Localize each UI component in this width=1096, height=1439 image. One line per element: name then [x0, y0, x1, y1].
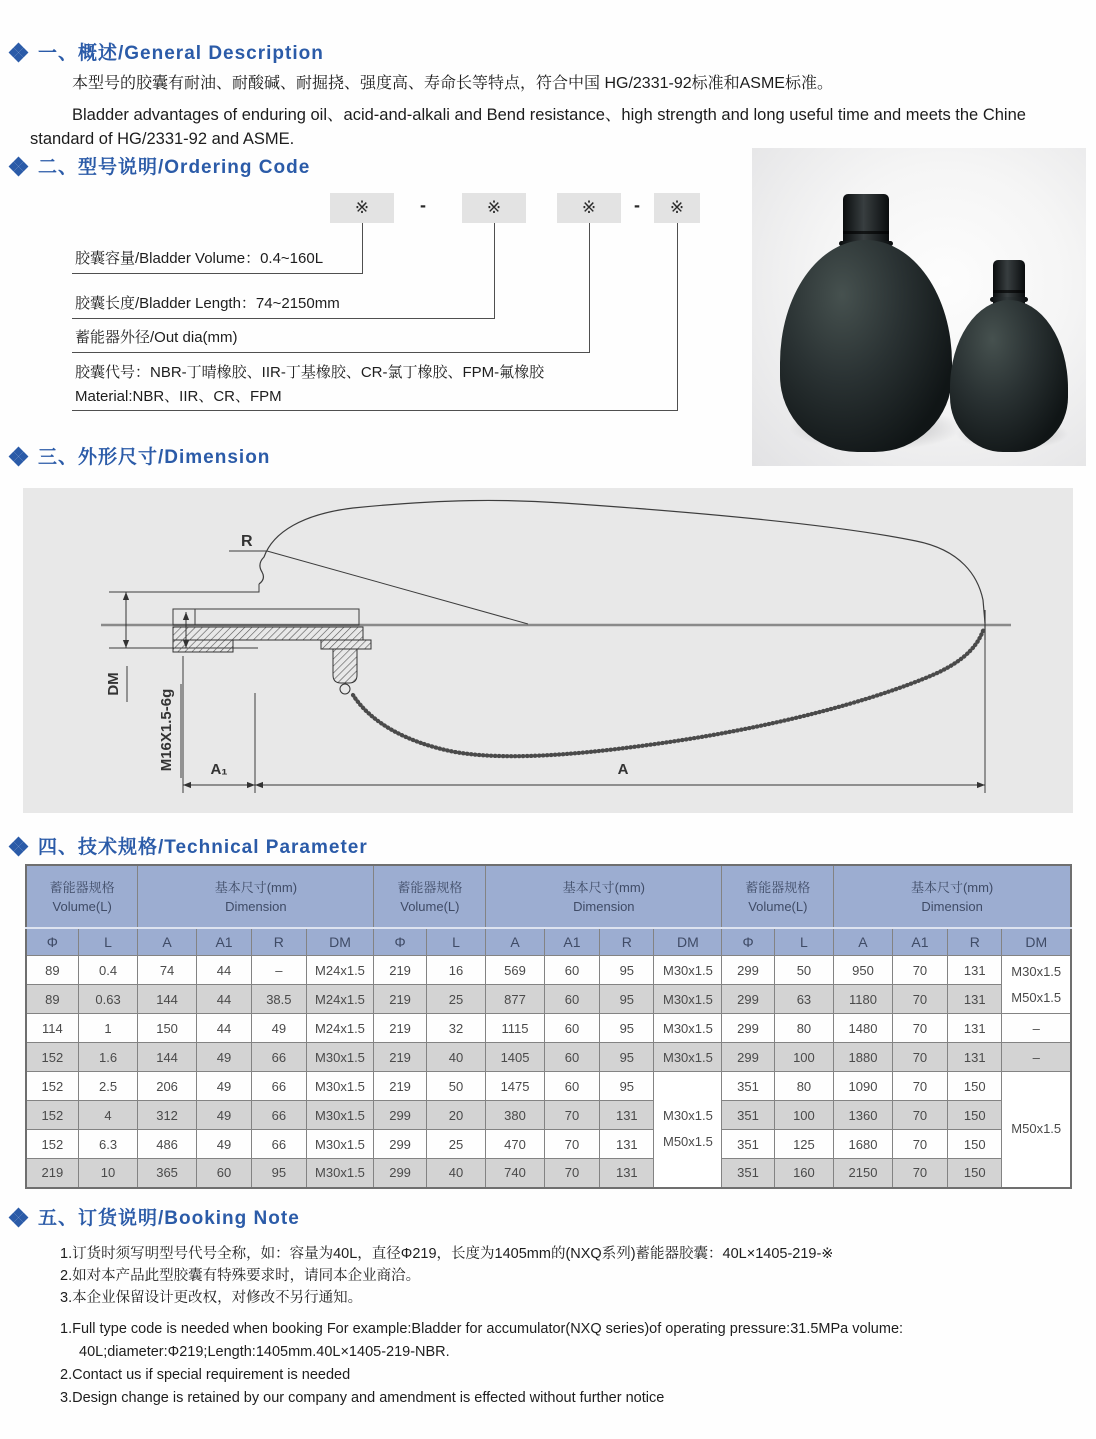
table-cell: M30x1.5	[654, 985, 722, 1014]
table-cell: 1880	[834, 1043, 893, 1072]
table-cell: 160	[774, 1159, 834, 1188]
table-cell: 100	[774, 1043, 834, 1072]
bladder-small	[950, 260, 1068, 452]
table-cell: 125	[774, 1130, 834, 1159]
bladder-body	[950, 300, 1068, 452]
col-r: R	[252, 928, 306, 956]
table-cell: 131	[600, 1130, 654, 1159]
table-cell: 299	[374, 1101, 426, 1130]
table-cell: 0.4	[78, 956, 138, 985]
table-cell: 63	[774, 985, 834, 1014]
table-cell: 219	[374, 985, 426, 1014]
table-cell: 49	[196, 1072, 251, 1101]
table-cell: 152	[26, 1043, 78, 1072]
leader-line	[267, 551, 528, 624]
table-cell: 2150	[834, 1159, 893, 1188]
table-cell: 219	[26, 1159, 78, 1188]
col-phi: Φ	[374, 928, 426, 956]
ordering-label-outdia: 蓄能器外径/Out dia(mm)	[75, 329, 238, 346]
header-dimension: 基本尺寸(mm) Dimension	[486, 865, 722, 928]
connector-line	[362, 223, 363, 273]
table-cell: 351	[722, 1072, 774, 1101]
table-cell: 25	[426, 1130, 486, 1159]
col-a1: A1	[544, 928, 599, 956]
section-parameters-title: 四、技术规格/Technical Parameter	[38, 837, 368, 858]
bladder-large	[780, 194, 952, 452]
table-subheader-row	[26, 928, 1071, 956]
table-cell: 150	[948, 1130, 1002, 1159]
col-a1: A1	[196, 928, 251, 956]
table-cell: 10	[78, 1159, 138, 1188]
label-thread: M16X1.5-6g	[158, 688, 175, 772]
table-cell: 60	[544, 956, 599, 985]
table-cell: 150	[948, 1072, 1002, 1101]
table-cell: 1680	[834, 1130, 893, 1159]
table-cell: 89	[26, 956, 78, 985]
table-cell: –	[1002, 1043, 1071, 1072]
table-cell: 100	[774, 1101, 834, 1130]
table-cell: 70	[892, 985, 947, 1014]
header-volume: 蓄能器规格 Volume(L)	[722, 865, 834, 928]
table-cell: 44	[196, 1014, 251, 1043]
table-cell: M30x1.5 M50x1.5	[654, 1072, 722, 1188]
header-dimension: 基本尺寸(mm) Dimension	[834, 865, 1071, 928]
header-volume: 蓄能器规格 Volume(L)	[26, 865, 138, 928]
table-row	[26, 1043, 1071, 1072]
table-cell: –	[1002, 1014, 1071, 1043]
table-cell: 95	[600, 1014, 654, 1043]
table-cell: M30x1.5	[306, 1130, 374, 1159]
table-cell: 66	[252, 1130, 306, 1159]
section-general-header	[10, 38, 324, 65]
table-cell: 150	[138, 1014, 197, 1043]
booking-note: 3.Design change is retained by our company and amendment is effected without further notice	[60, 1390, 665, 1406]
product-photo	[752, 148, 1086, 466]
table-cell: 49	[196, 1101, 251, 1130]
booking-note: 2.如对本产品此型胶囊有特殊要求时，请同本企业商洽。	[60, 1268, 421, 1284]
table-cell: 299	[722, 985, 774, 1014]
table-cell: 131	[948, 1014, 1002, 1043]
diamond-bullet-icon	[10, 448, 28, 466]
poppet-stem-section	[333, 649, 357, 683]
extension-line	[109, 584, 259, 592]
table-cell: 131	[948, 1043, 1002, 1072]
col-phi: Φ	[26, 928, 78, 956]
valve-stem-section	[173, 627, 363, 640]
section-general-title: 一、概述/General Description	[38, 43, 324, 64]
label-a: A	[617, 761, 629, 778]
table-cell: 152	[26, 1101, 78, 1130]
table-cell: 312	[138, 1101, 197, 1130]
table-cell: 74	[138, 956, 197, 985]
col-l: L	[78, 928, 138, 956]
bladder-body	[780, 240, 952, 452]
table-cell: 50	[774, 956, 834, 985]
ordering-code-diagram	[0, 185, 760, 457]
table-cell: 1180	[834, 985, 893, 1014]
table-cell: 144	[138, 1043, 197, 1072]
table-cell: 60	[544, 985, 599, 1014]
table-cell: 219	[374, 1043, 426, 1072]
table-cell: 89	[26, 985, 78, 1014]
poppet-flange-section	[321, 640, 371, 649]
table-cell: 32	[426, 1014, 486, 1043]
table-cell: 40	[426, 1159, 486, 1188]
table-cell: 38.5	[252, 985, 306, 1014]
table-cell: 351	[722, 1130, 774, 1159]
table-cell: 299	[722, 1014, 774, 1043]
col-dm: DM	[306, 928, 374, 956]
table-cell: 299	[722, 1043, 774, 1072]
table-cell: 95	[600, 1043, 654, 1072]
section-parameters-header	[10, 832, 368, 859]
table-cell: 70	[892, 1014, 947, 1043]
table-cell: 219	[374, 956, 426, 985]
ordering-code-dash: -	[634, 195, 640, 215]
table-cell: 70	[544, 1159, 599, 1188]
table-cell: 20	[426, 1101, 486, 1130]
table-cell: 152	[26, 1072, 78, 1101]
table-cell: M24x1.5	[306, 956, 374, 985]
table-row	[26, 1072, 1071, 1101]
table-cell: 219	[374, 1072, 426, 1101]
table-cell: 95	[252, 1159, 306, 1188]
ordering-code-box-diameter: ※	[557, 193, 621, 223]
diamond-bullet-icon	[10, 838, 28, 856]
connector-line	[589, 223, 590, 352]
table-cell: 70	[892, 1101, 947, 1130]
section-booking-header	[10, 1203, 300, 1230]
col-dm: DM	[1002, 928, 1071, 956]
technical-parameter-table	[25, 864, 1072, 1189]
ordering-code-dash: -	[420, 195, 426, 215]
parameter-table-body	[26, 956, 1071, 1188]
table-row	[26, 1159, 1071, 1188]
table-cell: M30x1.5	[654, 1014, 722, 1043]
ordering-code-box-material: ※	[654, 193, 700, 223]
table-cell: 351	[722, 1101, 774, 1130]
connector-line	[677, 223, 678, 410]
table-row	[26, 1101, 1071, 1130]
table-cell: 219	[374, 1014, 426, 1043]
table-cell: 1090	[834, 1072, 893, 1101]
table-cell: 95	[600, 1072, 654, 1101]
label-underline	[72, 318, 495, 319]
table-cell: 1475	[486, 1072, 545, 1101]
table-cell: 152	[26, 1130, 78, 1159]
table-cell: M24x1.5	[306, 1014, 374, 1043]
bladder-outline	[259, 500, 985, 623]
table-cell: 486	[138, 1130, 197, 1159]
table-cell: 95	[600, 956, 654, 985]
ordering-label-length: 胶囊长度/Bladder Length：74~2150mm	[75, 295, 340, 312]
ordering-label-material-cn: 胶囊代号：NBR-丁晴橡胶、IIR-丁基橡胶、CR-氯丁橡胶、FPM-氟橡胶	[75, 364, 545, 381]
table-cell: 16	[426, 956, 486, 985]
table-cell: 25	[426, 985, 486, 1014]
diamond-bullet-icon	[10, 1209, 28, 1227]
diamond-bullet-icon	[10, 158, 28, 176]
section-ordering-header	[10, 152, 310, 179]
dimension-drawing	[23, 488, 1073, 813]
booking-notes-en	[60, 1318, 1075, 1410]
table-cell: M30x1.5	[306, 1101, 374, 1130]
table-row	[26, 956, 1071, 985]
table-cell: 0.63	[78, 985, 138, 1014]
table-cell: –	[252, 956, 306, 985]
table-cell: 365	[138, 1159, 197, 1188]
table-cell: 49	[196, 1043, 251, 1072]
table-cell: M30x1.5	[654, 956, 722, 985]
table-cell: 66	[252, 1043, 306, 1072]
table-cell: 80	[774, 1072, 834, 1101]
general-description-en: Bladder advantages of enduring oil、acid-and-alkali and Bend resistance、high strength and long useful time and meets the Chine standard of HG/2331-92 and ASME.	[30, 106, 1026, 148]
booking-note: 1.订货时须写明型号代号全称，如：容量为40L，直径Φ219，长度为1405mm的(NXQ系列)蓄能器胶囊：40L×1405-219-※	[60, 1246, 834, 1262]
table-cell: 44	[196, 985, 251, 1014]
table-cell: 70	[544, 1130, 599, 1159]
table-cell: 299	[374, 1130, 426, 1159]
table-row	[26, 1014, 1071, 1043]
ordering-label-material-en: Material:NBR、IIR、CR、FPM	[75, 388, 282, 405]
table-cell: 44	[196, 956, 251, 985]
table-cell: 569	[486, 956, 545, 985]
label-dm: DM	[105, 672, 122, 696]
table-cell: M24x1.5	[306, 985, 374, 1014]
valve-thread-section	[173, 640, 233, 652]
table-cell: M50x1.5	[1002, 1072, 1071, 1188]
table-cell: 66	[252, 1101, 306, 1130]
table-group-header-row	[26, 865, 1071, 928]
booking-note: 3.本企业保留设计更改权，对修改不另行通知。	[60, 1290, 363, 1306]
label-underline	[72, 410, 678, 411]
ordering-code-box-length: ※	[462, 193, 526, 223]
table-cell: 206	[138, 1072, 197, 1101]
table-cell: 6.3	[78, 1130, 138, 1159]
table-cell: 70	[892, 956, 947, 985]
col-l: L	[774, 928, 834, 956]
table-cell: 70	[892, 1043, 947, 1072]
table-cell: M30x1.5	[306, 1072, 374, 1101]
col-l: L	[426, 928, 486, 956]
table-cell: 49	[196, 1130, 251, 1159]
table-cell: 131	[600, 1101, 654, 1130]
table-cell: 80	[774, 1014, 834, 1043]
col-a: A	[138, 928, 197, 956]
table-cell: M30x1.5	[654, 1043, 722, 1072]
bladder-wall-curve	[353, 628, 984, 756]
table-cell: 49	[252, 1014, 306, 1043]
table-cell: 299	[374, 1159, 426, 1188]
booking-note: 1.Full type code is needed when booking For example:Bladder for accumulator(NXQ series)of operating pressure:31.5MPa volume: 40L;diameter:Φ219;Length:1405mm.40L×1405-219-NBR.	[60, 1321, 904, 1360]
col-a: A	[486, 928, 545, 956]
ordering-code-box-volume: ※	[330, 193, 394, 223]
section-dimension-title: 三、外形尺寸/Dimension	[38, 447, 271, 468]
label-a1: A₁	[210, 761, 228, 778]
booking-note: 2.Contact us if special requirement is needed	[60, 1367, 351, 1383]
section-dimension-header	[10, 442, 270, 469]
table-cell: 95	[600, 985, 654, 1014]
header-volume: 蓄能器规格 Volume(L)	[374, 865, 486, 928]
table-cell: 131	[600, 1159, 654, 1188]
table-cell: 150	[948, 1101, 1002, 1130]
booking-notes-cn	[60, 1243, 1075, 1309]
table-cell: 351	[722, 1159, 774, 1188]
col-phi: Φ	[722, 928, 774, 956]
section-ordering-title: 二、型号说明/Ordering Code	[38, 157, 311, 178]
dimension-drawing-panel	[23, 488, 1073, 813]
table-cell: 1.6	[78, 1043, 138, 1072]
table-cell: M30x1.5	[306, 1159, 374, 1188]
table-cell: 1480	[834, 1014, 893, 1043]
table-cell: 70	[892, 1159, 947, 1188]
table-cell: 380	[486, 1101, 545, 1130]
section-booking-title: 五、订货说明/Booking Note	[38, 1208, 300, 1229]
ordering-label-volume: 胶囊容量/Bladder Volume：0.4~160L	[75, 250, 324, 267]
table-row	[26, 985, 1071, 1014]
valve-flange-outline	[173, 609, 359, 625]
diamond-bullet-icon	[10, 44, 28, 62]
table-cell: 144	[138, 985, 197, 1014]
general-description-cn: 本型号的胶囊有耐油、耐酸碱、耐掘挠、强度高、寿命长等特点，符合中国 HG/2331-92标准和ASME标准。	[72, 75, 833, 92]
table-cell: 131	[948, 956, 1002, 985]
label-underline	[72, 352, 590, 353]
table-cell: 299	[722, 956, 774, 985]
col-a1: A1	[892, 928, 947, 956]
table-cell: 50	[426, 1072, 486, 1101]
connector-line	[494, 223, 495, 318]
table-cell: 470	[486, 1130, 545, 1159]
table-cell: 950	[834, 956, 893, 985]
header-dimension: 基本尺寸(mm) Dimension	[138, 865, 374, 928]
table-cell: 1360	[834, 1101, 893, 1130]
col-dm: DM	[654, 928, 722, 956]
table-cell: 4	[78, 1101, 138, 1130]
label-r: R	[241, 533, 253, 550]
table-cell: 60	[544, 1014, 599, 1043]
table-cell: 70	[892, 1072, 947, 1101]
table-cell: 60	[196, 1159, 251, 1188]
table-cell: 1405	[486, 1043, 545, 1072]
table-cell: M30x1.5 M50x1.5	[1002, 956, 1071, 1014]
table-cell: 740	[486, 1159, 545, 1188]
table-cell: 150	[948, 1159, 1002, 1188]
col-a: A	[834, 928, 893, 956]
col-r: R	[948, 928, 1002, 956]
table-cell: 66	[252, 1072, 306, 1101]
table-cell: 60	[544, 1072, 599, 1101]
table-row	[26, 1130, 1071, 1159]
col-r: R	[600, 928, 654, 956]
table-cell: 60	[544, 1043, 599, 1072]
table-cell: 1	[78, 1014, 138, 1043]
table-cell: 1115	[486, 1014, 545, 1043]
table-cell: 70	[892, 1130, 947, 1159]
label-underline	[72, 273, 363, 274]
table-cell: M30x1.5	[306, 1043, 374, 1072]
table-cell: 40	[426, 1043, 486, 1072]
table-cell: 114	[26, 1014, 78, 1043]
table-cell: 70	[544, 1101, 599, 1130]
poppet-ball	[340, 684, 350, 694]
table-cell: 2.5	[78, 1072, 138, 1101]
table-cell: 877	[486, 985, 545, 1014]
table-cell: 131	[948, 985, 1002, 1014]
